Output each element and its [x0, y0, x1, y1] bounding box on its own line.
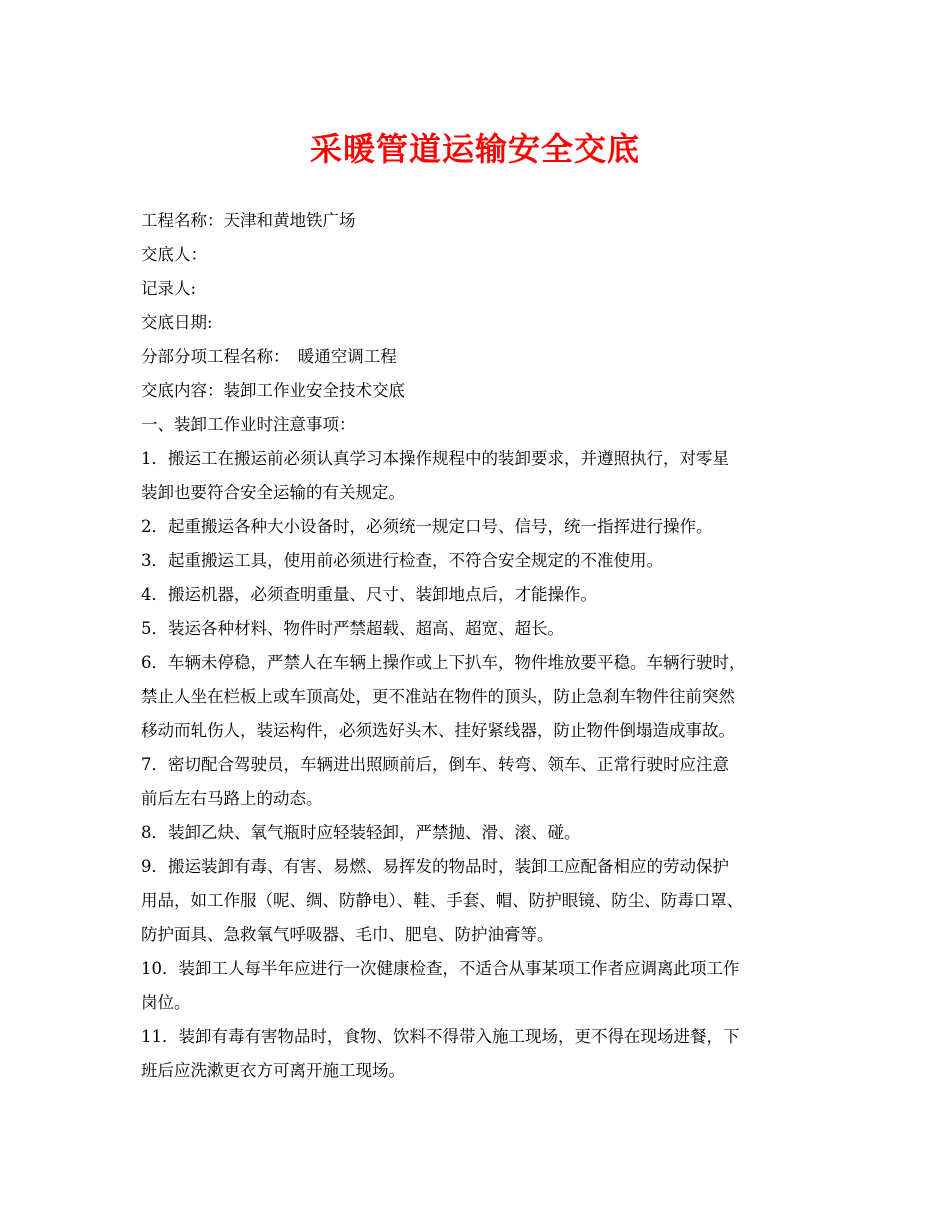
document-title: 采暖管道运输安全交底: [309, 130, 640, 168]
item-10-line-2: 岗位。: [141, 993, 191, 1012]
content-line: 交底内容：装卸工作业安全技术交底: [141, 381, 405, 400]
project-name-line: 工程名称：天津和黄地铁广场: [141, 211, 356, 230]
item-10-line-1: 10．装卸工人每半年应进行一次健康检查，不适合从事某项工作者应调离此项工作: [141, 959, 740, 978]
item-6-line-2: 禁止人坐在栏板上或车顶高处，更不准站在物件的顶头，防止急刹车物件往前突然: [141, 687, 735, 706]
item-6-line-1: 6．车辆未停稳，严禁人在车辆上操作或上下扒车，物件堆放要平稳。车辆行驶时，: [141, 653, 746, 672]
item-9-line-1: 9．搬运装卸有毒、有害、易燃、易挥发的物品时，装卸工应配备相应的劳动保护: [141, 857, 729, 876]
item-8-line: 8．装卸乙炔、氧气瓶时应轻装轻卸，严禁抛、滑、滚、碰。: [141, 823, 581, 842]
item-3-line: 3．起重搬运工具，使用前必须进行检查，不符合安全规定的不准使用。: [141, 551, 663, 570]
presenter-line: 交底人：: [141, 245, 207, 264]
document-body: [141, 204, 816, 1088]
item-7-line-2: 前后左右马路上的动态。: [141, 789, 323, 808]
item-11-line-2: 班后应洗漱更衣方可离开施工现场。: [141, 1061, 405, 1080]
date-line: 交底日期:: [141, 313, 213, 332]
item-11-line-1: 11．装卸有毒有害物品时，食物、饮料不得带入施工现场，更不得在现场进餐，下: [141, 1027, 740, 1046]
section-heading: 一、装卸工作业时注意事项：: [141, 415, 356, 434]
item-9-line-2: 用品，如工作服（呢、绸、防静电）、鞋、手套、帽、防护眼镜、防尘、防毒口罩、: [141, 891, 744, 910]
item-6-line-3: 移动而轧伤人，装运构件，必须选好头木、挂好紧线器，防止物件倒塌造成事故。: [141, 721, 735, 740]
item-4-line: 4．搬运机器，必须查明重量、尺寸、装卸地点后，才能操作。: [141, 585, 597, 604]
item-1-line-1: 1．搬运工在搬运前必须认真学习本操作规程中的装卸要求，并遵照执行，对零星: [141, 449, 729, 468]
item-5-line: 5．装运各种材料、物件时严禁超载、超高、超宽、超长。: [141, 619, 564, 638]
recorder-line: 记录人:: [141, 279, 197, 298]
item-7-line-1: 7．密切配合驾驶员，车辆进出照顾前后，倒车、转弯、领车、正常行驶时应注意: [141, 755, 729, 774]
item-2-line: 2．起重搬运各种大小设备时，必须统一规定口号、信号，统一指挥进行操作。: [141, 517, 713, 536]
item-9-line-3: 防护面具、急救氧气呼吸器、毛巾、肥皂、防护油膏等。: [141, 925, 554, 944]
item-1-line-2: 装卸也要符合安全运输的有关规定。: [141, 483, 405, 502]
sub-project-line: 分部分项工程名称： 暖通空调工程: [141, 347, 397, 366]
